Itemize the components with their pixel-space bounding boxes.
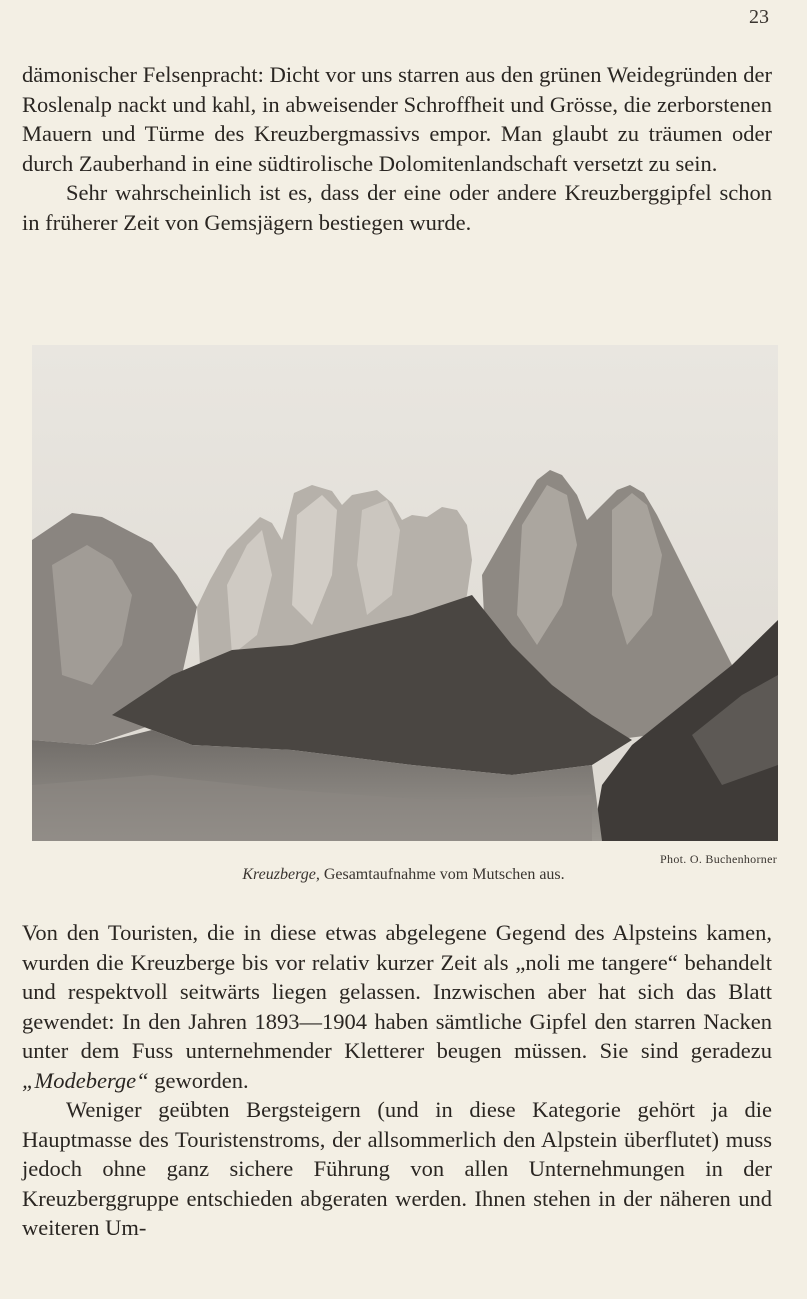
bottom-text-block: [22, 918, 772, 1243]
figure-caption: [0, 866, 807, 884]
top-text-block: [22, 60, 772, 237]
paragraph: dämonischer Felsenpracht: Dicht vor uns starren aus den grünen Weidegründen der Roslenalp nackt und kahl, in abweisender Schroffheit und Grösse, die zerborstenen Mauern und Türme des Kreuzbergmassivs empor. Man glaubt zu träumen oder durch Zauberhand in eine südtirolische Dolomitenlandschaft versetzt zu sein.: [22, 62, 772, 176]
paragraph-text: Von den Touristen, die in diese etwas abgelegene Gegend des Alpsteins kamen, wurden die Kreuzberge bis vor relativ kurzer Zeit als „noli me tangere“ behandelt und respektvoll seitwärts liegen gelassen. Inzwischen aber hat sich das Blatt gewendet: In den Jahren 1893—1904 haben sämtliche Gipfel den starren Nacken unter dem Fuss unternehmender Kletterer beugen müssen. Sie sind geradezu: [22, 920, 772, 1063]
paragraph: [22, 918, 772, 1095]
mountain-photo: [32, 345, 778, 841]
paragraph: Weniger geübten Bergsteigern (und in diese Kategorie gehört ja die Hauptmasse des Touristenstroms, der allsommerlich den Alpstein überflutet) muss jedoch ohne ganz sichere Führung von allen Unternehmungen in der Kreuzberggruppe entschieden abgeraten werden. Ihnen stehen in der näheren und weiteren Um-: [22, 1097, 772, 1240]
caption-title: Kreuzberge,: [242, 866, 320, 883]
page-number: 23: [749, 6, 769, 28]
paragraph-text: geworden.: [148, 1067, 249, 1093]
caption-text: Gesamtaufnahme vom Mutschen aus.: [323, 866, 565, 883]
emphasis-modeberge: „Modeberge“: [22, 1067, 149, 1093]
photo-credit: Phot. O. Buchenhorner: [660, 852, 777, 866]
paragraph: Sehr wahrscheinlich ist es, dass der eine oder andere Kreuzberggipfel schon in früherer Zeit von Gemsjägern bestiegen wurde.: [22, 180, 772, 235]
